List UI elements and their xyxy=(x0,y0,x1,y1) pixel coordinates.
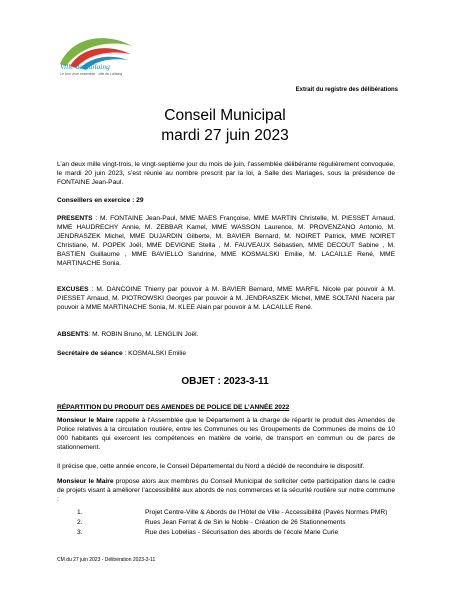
list-item-text: Rue des Lobelias - Sécurisation des abords de l’école Marie Curie xyxy=(145,529,339,536)
logo-tagline: Le bon vivre ensemble · ville de Lallaing xyxy=(60,72,123,76)
logo-name: Ville de Lallaing xyxy=(60,62,110,71)
project-list xyxy=(57,509,395,539)
paragraph-rappel-subject: Monsieur le Maire xyxy=(57,417,114,424)
document-date: mardi 27 juin 2023 xyxy=(161,127,289,144)
absents-list: : M. ROBIN Bruno, M. LENGLIN Joël. xyxy=(88,331,199,338)
absents-paragraph xyxy=(57,330,395,339)
list-item-number: 3. xyxy=(77,529,83,536)
conseillers-count: Conseillers en exercice : 29 xyxy=(57,197,144,204)
document-title: Conseil Municipal xyxy=(164,107,286,124)
extract-label: Extrait du registre des délibérations xyxy=(295,87,398,93)
excuses-label: EXCUSES xyxy=(57,286,89,293)
absents-label: ABSENTS xyxy=(57,331,89,338)
paragraph-propose xyxy=(57,477,395,504)
presents-label: PRESENTS xyxy=(57,215,93,222)
list-item xyxy=(57,519,395,529)
paragraph-precise: Il précise que, cette année encore, le Conseil Départemental du Nord a décidé de reconduire le dispositif. xyxy=(57,463,365,470)
secretaire-paragraph xyxy=(57,349,395,358)
section-title: RÉPARTITION DU PRODUIT DES AMENDES DE POLICE DE L’ANNÉE 2022 xyxy=(57,404,290,411)
list-item xyxy=(57,529,395,539)
paragraph-rappel xyxy=(57,416,395,452)
list-item-text: Projet Centre-Ville & Abords de l’Hôtel de Ville - Accessibilité (Pavés Normes PMR) xyxy=(145,509,388,516)
secretaire-label: Secrétaire de séance xyxy=(57,350,123,357)
secretaire-name: : KOSMALSKI Emilie xyxy=(122,350,187,357)
city-logo xyxy=(52,26,142,96)
page-footer: CM du 27 juin 2023 - Délibération 2023-3-11 xyxy=(57,557,156,563)
excuses-paragraph xyxy=(57,285,395,312)
list-item xyxy=(57,509,395,519)
list-item-number: 2. xyxy=(77,519,83,526)
list-item-text: Rues Jean Ferrat & de Sin le Noble - Création de 26 Stationnements xyxy=(145,519,346,526)
presents-list: : M. FONTAINE Jean-Paul, MME MAES Françoise, MME MARTIN Christelle, M. PIESSET Arnaud, MME HAUDRECHY Annie, M. ZEBBAR Kamel, MME WASSON Laurence, M. PROVENZANO Antonio, M. JENDRASZEK Michel, MME DUJARDIN Gilberte, M. BAVIER Bernard, M. NOIRET Patrick, MME NOIRET Christiane, M. POPEK Joël, MME DEVIGNE Stella , M. FAUVEAUX Sébastien, MME DECOUT Sabine , M. BASTIEN Guillaume , MME BAVIELLO Sandrine, MME KOSMALSKI Emilie, M. LACAILLE René, MME MARTINACHE Sonia. xyxy=(57,215,395,267)
paragraph-propose-subject: Monsieur le Maire xyxy=(57,478,114,485)
intro-paragraph: L’an deux mille vingt-trois, le vingt-septième jour du mois de juin, l’assemblée délibérante régulièrement convoquée, le mardi 20 juin 2023, s’est réunie au nombre prescrit par la loi, à Salle des Mariages, sous la présidence de FONTAINE Jean-Paul. xyxy=(57,161,395,186)
list-item-number: 1. xyxy=(77,509,83,516)
objet-heading: OBJET : 2023-3-11 xyxy=(181,376,269,387)
paragraph-rappel-text: rappelle à l’Assemblée que le Département à la charge de répartir le produit des Amendes de Police relatives à la circulation routière, entre les Communes ou les Groupements de Communes de moins de 10 000 habitants qui exercent les compétences en matière de voirie, de transport en commun ou de parcs de stationnement. xyxy=(57,417,395,451)
paragraph-propose-text: propose alors aux membres du Conseil Municipal de solliciter cette participation dans le cadre de projets visant à améliorer l’accessibilité aux abords de nos commerces et la sécurité routière sur notre commune : xyxy=(57,478,396,503)
presents-paragraph xyxy=(57,214,395,268)
excuses-list: : M. DANCOINE Thierry par pouvoir à M. BAVIER Bernard, MME MARFIL Nicole par pouvoir à M. PIESSET Arnaud, M. PIOTROWSKI Georges par pouvoir à M. JENDRASZEK Michel, MME SOLTANI Nacera par pouvoir à MME MARTINACHE Sonia, M. KLEE Alain par pouvoir à M. LACAILLE René. xyxy=(57,286,395,311)
